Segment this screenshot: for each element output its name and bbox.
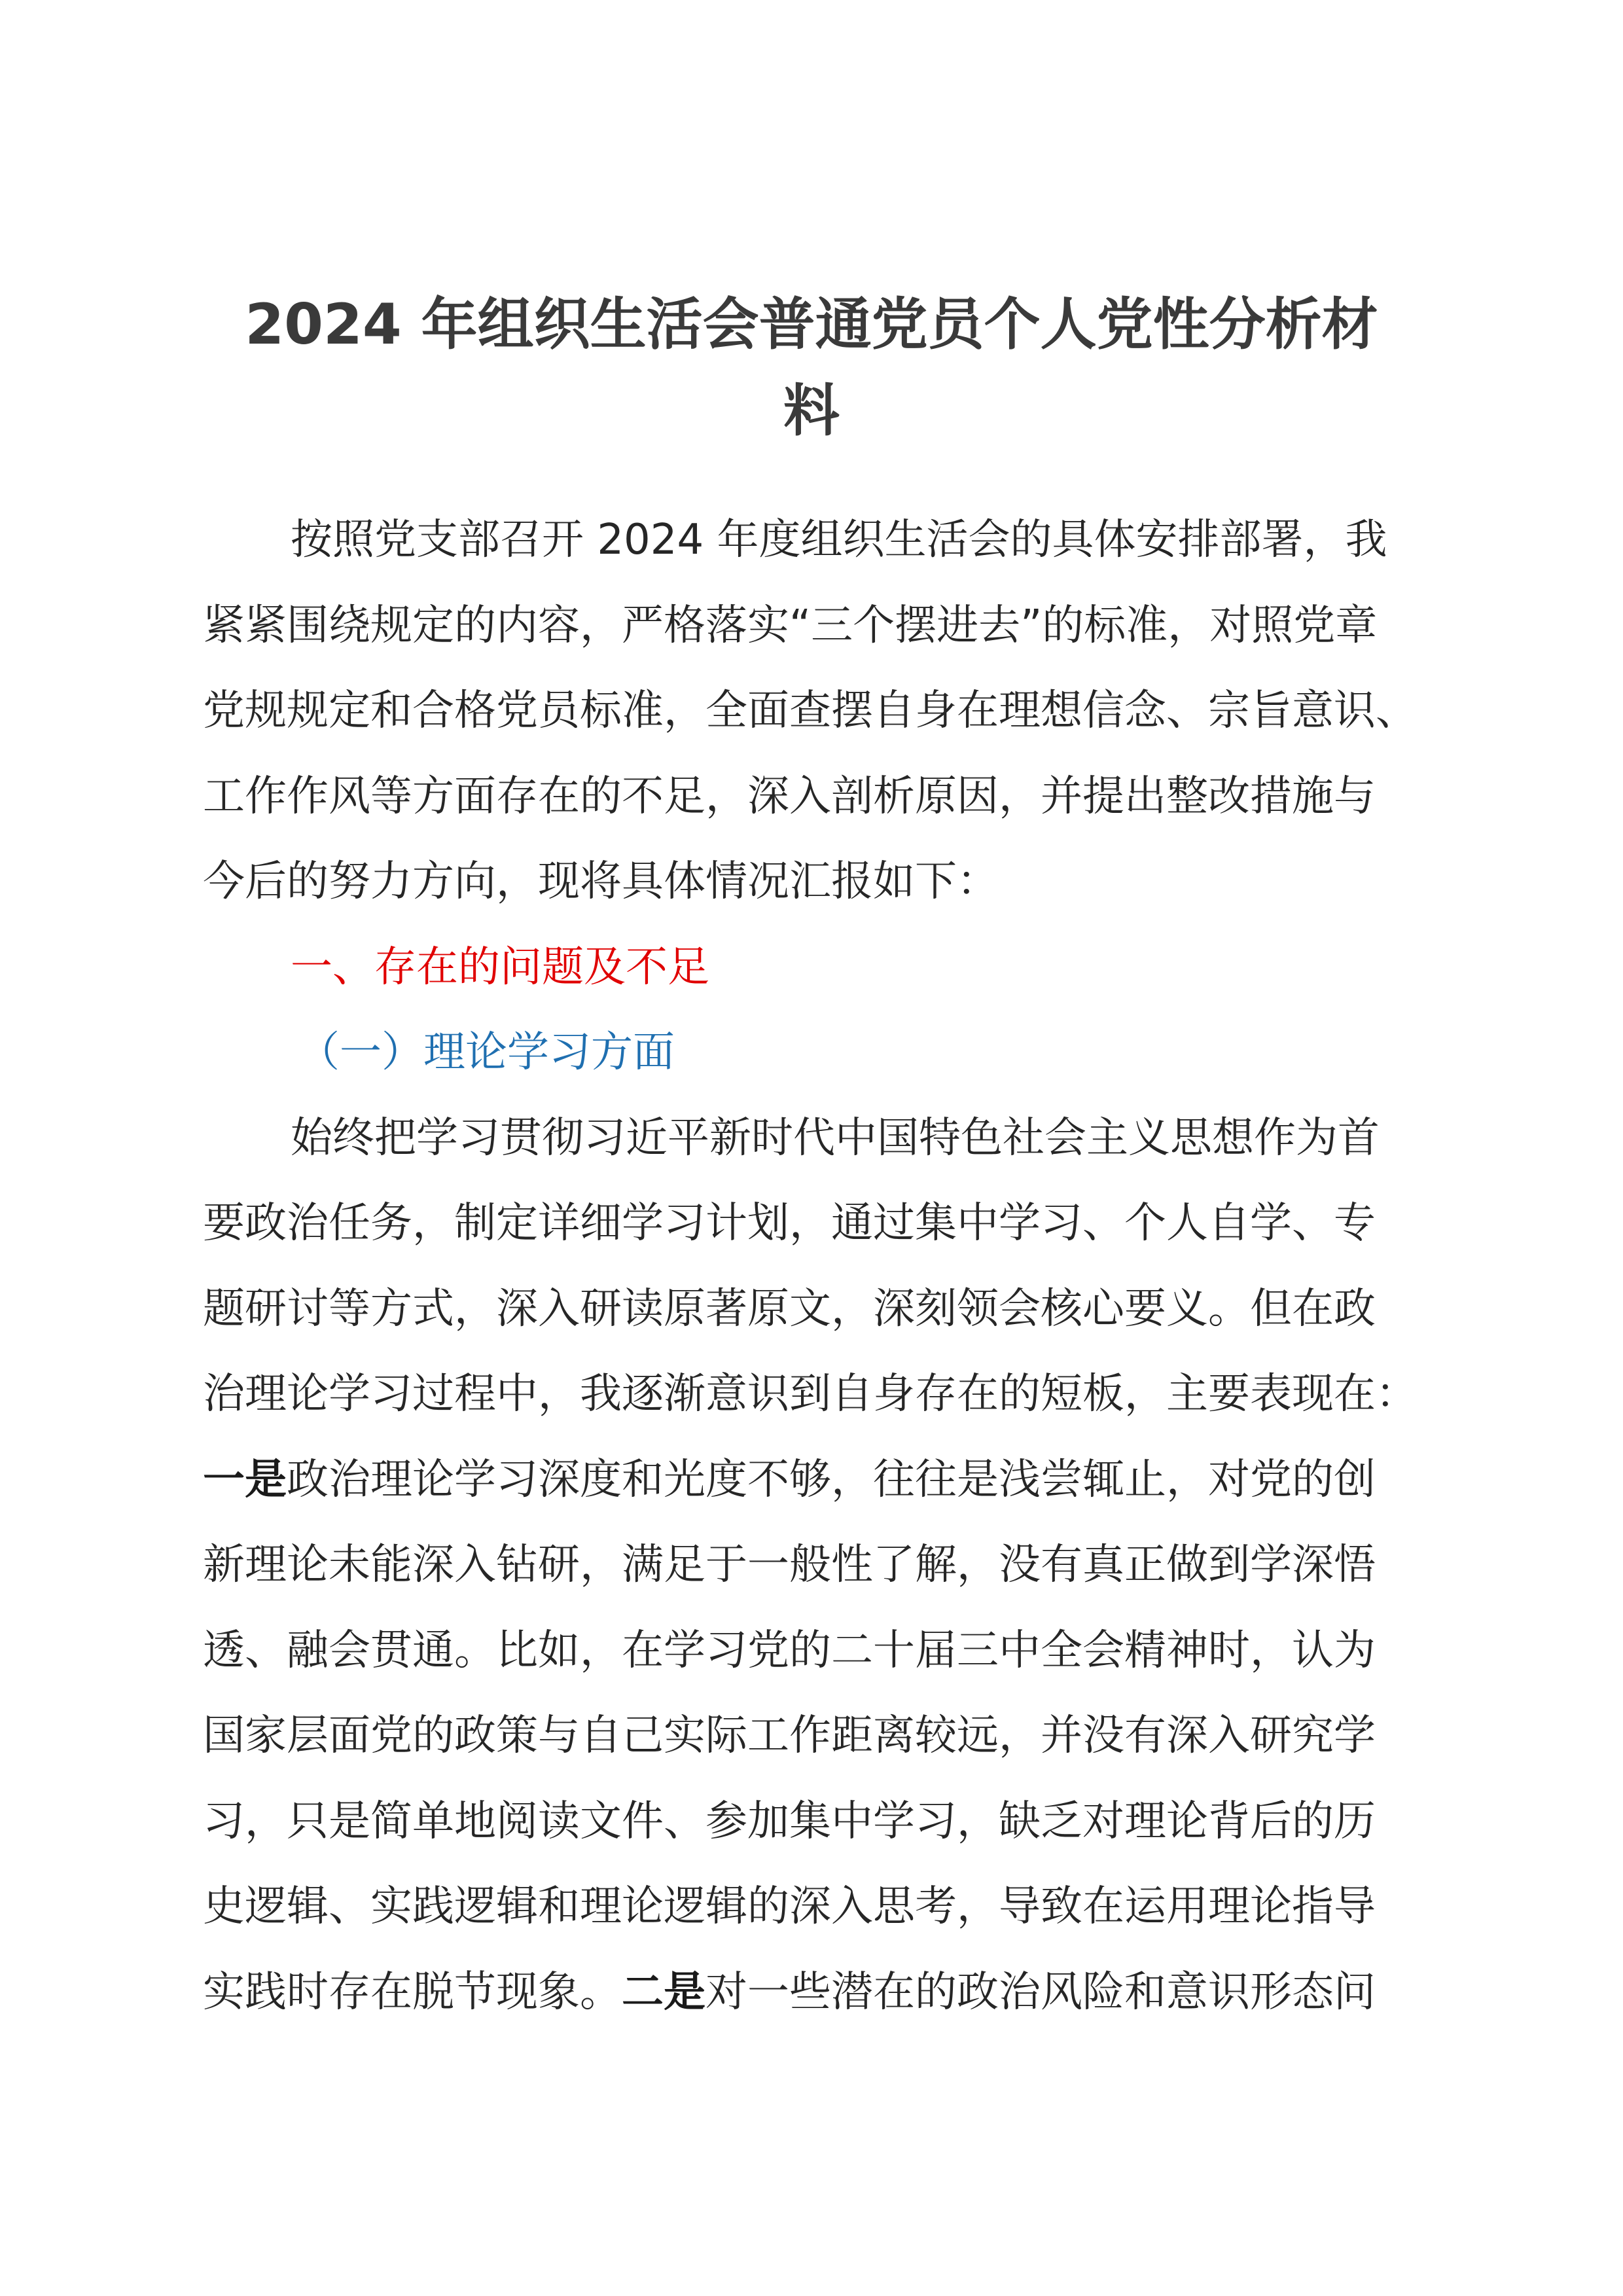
paragraph-line: 史逻辑、实践逻辑和理论逻辑的深入思考，导致在运用理论指导 bbox=[203, 1882, 1376, 1931]
paragraph-line: 透、融会贯通。比如，在学习党的二十届三中全会精神时，认为 bbox=[203, 1626, 1376, 1675]
intro-line: 党规规定和合格党员标准，全面查摆自身在理想信念、宗旨意识、 bbox=[203, 687, 1418, 735]
intro-line: 工作作风等方面存在的不足，深入剖析原因，并提出整改措施与 bbox=[203, 772, 1376, 821]
paragraph-line: 国家层面党的政策与自己实际工作距离较远，并没有深入研究学 bbox=[203, 1712, 1376, 1760]
point-two-prefix: 实践时存在脱节现象。 bbox=[203, 1967, 622, 2017]
title-line-2: 料 bbox=[783, 378, 840, 444]
paragraph-line: 习，只是简单地阅读文件、参加集中学习，缺乏对理论背后的历 bbox=[203, 1797, 1376, 1846]
subsection-heading: （一）理论学习方面 bbox=[298, 1028, 675, 1077]
point-two-text: 对一些潜在的政治风险和意识形态问 bbox=[705, 1967, 1376, 2017]
document-body bbox=[203, 497, 1446, 2035]
paragraph-line: 治理论学习过程中，我逐渐意识到自身存在的短板，主要表现在： bbox=[203, 1370, 1418, 1418]
paragraph-line: 题研讨等方式，深入研读原著原文，深刻领会核心要义。但在政 bbox=[203, 1284, 1376, 1333]
title-line-1: 2024 年组织生活会普通党员个人党性分析材 bbox=[245, 292, 1378, 357]
point-two-label: 二是 bbox=[622, 1967, 705, 2017]
point-one-label: 一是 bbox=[203, 1455, 287, 1504]
point-one-text: 政治理论学习深度和光度不够，往往是浅尝辄止，对党的创 bbox=[287, 1455, 1376, 1504]
intro-line: 今后的努力方向，现将具体情况汇报如下： bbox=[203, 857, 999, 906]
document-title bbox=[196, 281, 1427, 454]
point-one-line bbox=[203, 1437, 1446, 1523]
intro-line: 按照党支部召开 2024 年度组织生活会的具体安排部署，我 bbox=[291, 516, 1387, 564]
intro-line: 紧紧围绕规定的内容，严格落实“三个摆进去”的标准，对照党章 bbox=[203, 601, 1378, 650]
paragraph-line: 要政治任务，制定详细学习计划，通过集中学习、个人自学、专 bbox=[203, 1199, 1376, 1247]
point-two-line bbox=[203, 1950, 1446, 2036]
paragraph-line: 新理论未能深入钻研，满足于一般性了解，没有真正做到学深悟 bbox=[203, 1541, 1376, 1589]
paragraph-line: 始终把学习贯彻习近平新时代中国特色社会主义思想作为首 bbox=[291, 1113, 1380, 1162]
section-heading: 一、存在的问题及不足 bbox=[291, 942, 709, 992]
